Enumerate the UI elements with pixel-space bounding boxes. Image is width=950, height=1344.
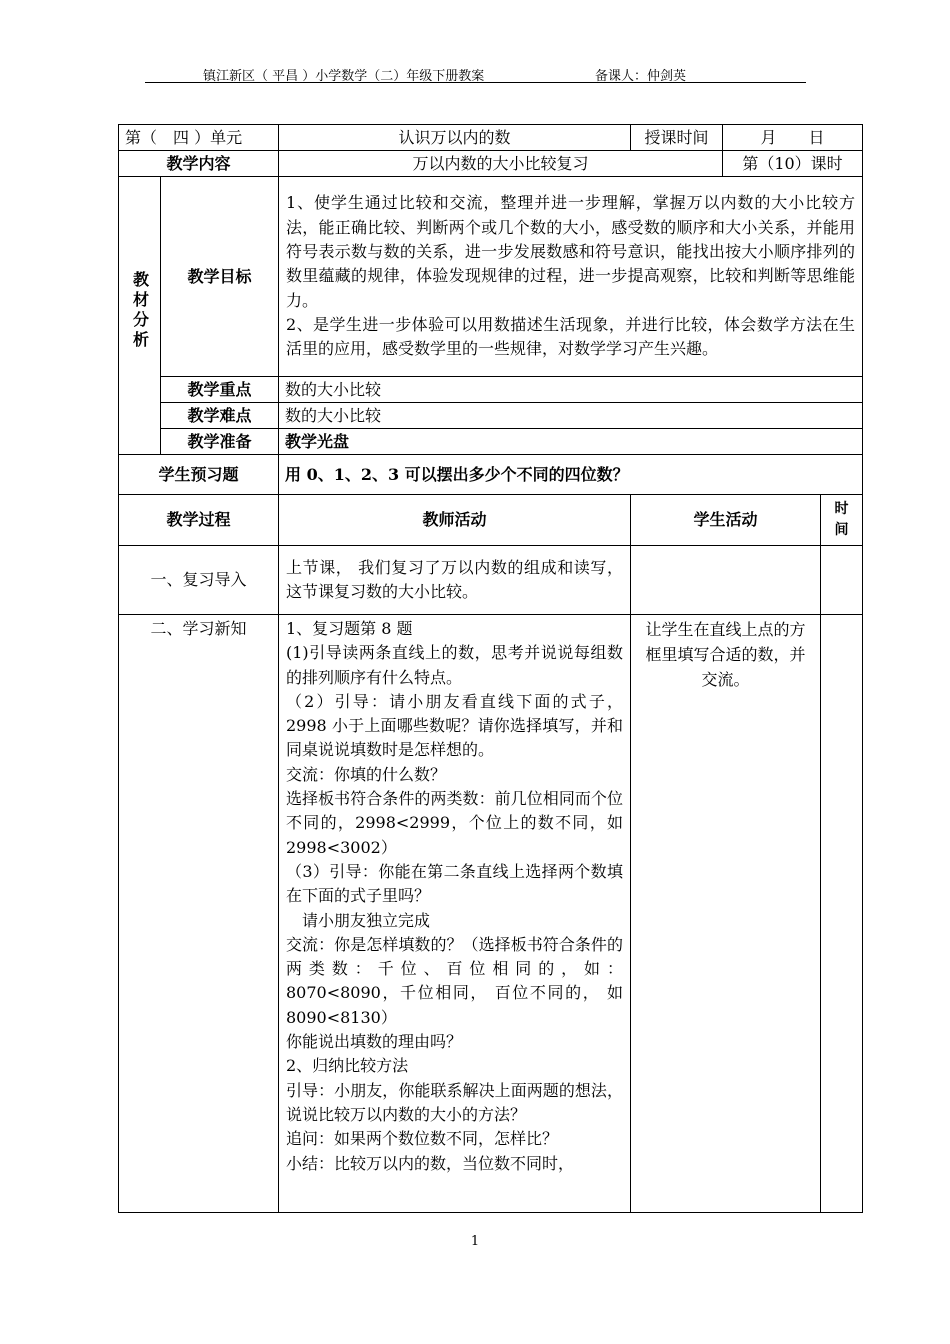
date-cell: 月 日 xyxy=(723,125,863,151)
preview-question: 用 0、1、2、3 可以摆出多少个不同的四位数？ xyxy=(279,455,863,495)
key-label: 教学重点 xyxy=(161,377,279,403)
preparer-name: 备课人：仲剑英 xyxy=(595,69,687,84)
teacher-line: 小结：比较万以内的数，当位数不同时， xyxy=(286,1153,575,1173)
teacher-line: 请小朋友独立完成 xyxy=(286,910,431,930)
teacher-line: 追问：如果两个数位数不同，怎样比？ xyxy=(286,1129,559,1149)
step-name: 二、学习新知 xyxy=(119,615,279,1213)
lesson-number: 第（10）课时 xyxy=(723,151,863,177)
content-value: 万以内数的大小比较复习 xyxy=(279,151,723,177)
teacher-line: （3）引导：你能在第二条直线上选择两个数填在下面的式子里吗？ xyxy=(286,861,623,906)
teacher-line: 选择板书符合条件的两类数：前几位相同而个位不同的，2998<2999，个位上的数不同，如 2998<3002） xyxy=(286,789,623,857)
unit-row xyxy=(119,125,863,151)
analysis-label: 教材分析 xyxy=(119,177,161,455)
difficulty-value: 数的大小比较 xyxy=(279,403,863,429)
step-student xyxy=(631,546,821,615)
page-number: 1 xyxy=(470,1234,480,1249)
step-student: 让学生在直线上点的方框里填写合适的数，并交流。 xyxy=(631,615,821,1213)
difficulty-row xyxy=(119,403,863,429)
step-row xyxy=(119,546,863,615)
goal-1: 1、使学生通过比较和交流，整理并进一步理解，掌握万以内数的大小比较方法，能正确比较、判断两个或几个数的大小，感受数的顺序和大小关系，并能用符号表示数与数的关系，进一步发展数感和符号意识，能找出按大小顺序排列的数里蕴藏的规律，体验发现规律的过程，进一步提高观察，比较和判断等思维能力。 xyxy=(286,193,856,310)
preview-label: 学生预习题 xyxy=(119,455,279,495)
goal-2: 2、是学生进一步体验可以用数描述生活现象，并进行比较，体会数学方法在生活里的应用，感受数学里的一些规律，对数学学习产生兴趣。 xyxy=(286,314,856,359)
content-label: 教学内容 xyxy=(119,151,279,177)
teacher-line: 你能说出填数的理由吗？ xyxy=(286,1032,463,1052)
time-label-cell: 授课时间 xyxy=(631,125,723,151)
step-teacher xyxy=(279,615,631,1213)
step-row xyxy=(119,615,863,1213)
lesson-plan-table xyxy=(118,124,863,1213)
step-teacher xyxy=(279,546,631,615)
goals-content xyxy=(279,177,863,377)
teacher-line: （2）引导：请小朋友看直线下面的式子，2998 小于上面哪些数呢？请你选择填写，并和同桌说说填数时是怎样想的。 xyxy=(286,691,623,760)
time-header: 时间 xyxy=(821,495,863,546)
goals-label: 教学目标 xyxy=(161,177,279,377)
teacher-line: 引导：小朋友，你能联系解决上面两题的想法，说说比较万以内数的大小的方法？ xyxy=(286,1080,623,1124)
key-value: 数的大小比较 xyxy=(279,377,863,403)
teacher-line: 交流：你是怎样填数的？（选择板书符合条件的两类数：千位、百位相同的，如：8070<8090，千位相同， 百位不同的， 如 8090<8130） xyxy=(286,934,623,1027)
process-header: 教学过程 xyxy=(119,495,279,546)
document-title: 镇江新区（ 平昌 ）小学数学（二）年级下册教案 xyxy=(203,69,485,84)
goals-row xyxy=(119,177,863,377)
step-time xyxy=(821,615,863,1213)
teacher-line: (1)引导读两条直线上的数，思考并说说每组数的排列顺序有什么特点。 xyxy=(286,643,623,687)
step-time xyxy=(821,546,863,615)
prep-value: 教学光盘 xyxy=(279,429,863,455)
prep-label: 教学准备 xyxy=(161,429,279,455)
teacher-header: 教师活动 xyxy=(279,495,631,546)
step-name: 一、复习导入 xyxy=(119,546,279,615)
teacher-line: 上节课， 我们复习了万以内数的组成和读写， 这节课复习数的大小比较。 xyxy=(286,557,623,601)
preview-row xyxy=(119,455,863,495)
unit-cell: 第（ 四 ）单元 xyxy=(119,125,279,151)
prep-row xyxy=(119,429,863,455)
teacher-line: 1、复习题第 8 题 xyxy=(286,619,413,638)
process-header-row xyxy=(119,495,863,546)
topic-cell: 认识万以内的数 xyxy=(279,125,631,151)
difficulty-label: 教学难点 xyxy=(161,403,279,429)
teacher-line: 2、归纳比较方法 xyxy=(286,1056,409,1076)
student-header: 学生活动 xyxy=(631,495,821,546)
key-row xyxy=(119,377,863,403)
content-row xyxy=(119,151,863,177)
page-header xyxy=(145,66,806,83)
teacher-line: 交流：你填的什么数？ xyxy=(286,764,447,784)
